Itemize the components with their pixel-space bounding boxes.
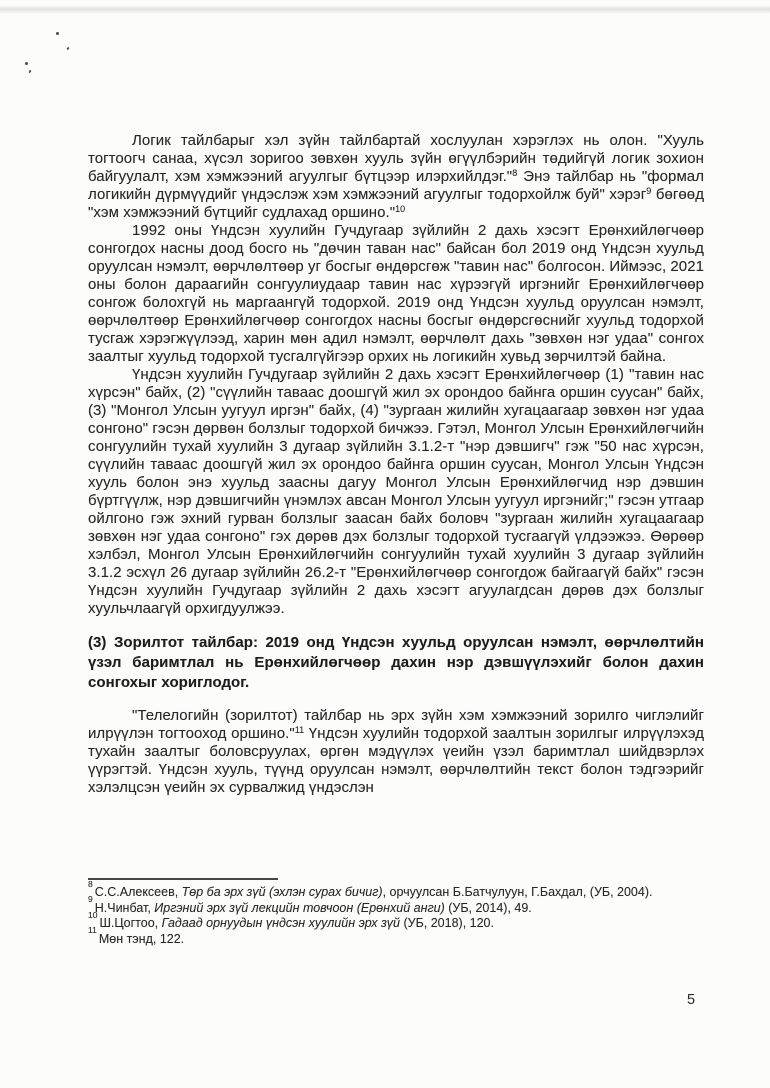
footnotes-section	[88, 878, 704, 947]
scan-speck	[56, 32, 59, 35]
text-run: (УБ, 2014), 49.	[444, 900, 532, 915]
scan-edge-band	[0, 6, 770, 13]
text-run: (УБ, 2018), 120.	[400, 916, 494, 930]
text-run: (3) Зорилтот тайлбар: 2019 онд Үндсэн хуульд оруулсан нэмэлт, өөрчлөлтийн үзэл баримтлал нь Ерөнхийлөгчөөр дахин нэр дэвшүүлэхийг болон дахин сонгохыг хориглодог.	[88, 634, 704, 691]
footnote-reference: 10	[395, 204, 406, 214]
footnote-number: 11	[88, 925, 97, 936]
footnote-reference: 11	[294, 725, 305, 735]
footnote	[88, 909, 704, 932]
scan-speck	[25, 62, 28, 65]
text-run: Энэ тайлбар нь "формал логикийн дүрмүүдийг үндэслэж хэм хэмжээний агуулгыг тодорхойлж буй" хэрэг	[88, 168, 704, 203]
paragraph	[88, 222, 704, 366]
text-run: Төр ба эрх зүй (эхлэн сурах бичиг)	[181, 885, 383, 899]
text-run: Логик тайлбарыг хэл зүйн тайлбартай хослуулан хэрэглэх нь олон. "Хууль тогтоогч санаа, хүсэл зоригоо зөвхөн хууль зүйн өгүүлбэрийн төдийгүй логик зохион байгуулалт, хэм хэмжээний агуулгыг бүтцээр илэрхийлдэг."	[88, 132, 704, 185]
paragraph	[88, 132, 704, 222]
text-run: С.С.Алексеев,	[94, 885, 182, 899]
text-run: Үндсэн хуулийн тодорхой заалтын зорилгыг илрүүлэхэд тухайн заалтыг боловсруулах, өргөн мэдүүлэх үеийн үзэл баримтлал шийдвэрлэх үүрэгтэй. Үндсэн хууль, түүнд оруулсан нэмэлт, өөрчлөлтийн текст болон тэдгээрийг хэлэлцсэн үеийн эх сурвалжид үндэслэн	[88, 725, 704, 796]
footnote	[88, 878, 704, 901]
body-text	[88, 132, 704, 797]
scan-speck	[28, 70, 31, 74]
footnote	[88, 925, 704, 948]
scan-speck	[66, 47, 69, 51]
text-run: Ш.Цогтоо,	[99, 916, 162, 930]
text-run: Иргэний эрх зүй лекцийн товчоон (Ерөнхий анги)	[154, 900, 445, 915]
footnote-separator	[88, 878, 278, 880]
page-number: 5	[687, 992, 696, 1008]
text-run: бөгөөд "хэм хэмжээний бүтцийг судлахад оршино."	[88, 186, 704, 221]
footnote-number: 10	[88, 909, 98, 920]
section-heading	[88, 633, 704, 693]
paragraph	[88, 707, 704, 797]
footnote-reference: 8	[512, 168, 518, 178]
text-run: "Телелогийн (зорилтот) тайлбар нь эрх зүйн хэм хэмжээний зорилго чиглэлийг илрүүлэн тогтооход оршино."	[88, 707, 704, 742]
text-run: Гадаад орнуудын үндсэн хуулийн эрх зүй	[161, 916, 400, 930]
text-run: 1992 оны Үндсэн хуулийн Гучдугаар зүйлийн 2 дахь хэсэгт Ерөнхийлөгчөөр сонгогдох насны доод босго нь "дөчин таван нас" байсан бол 2019 онд Үндсэн хуульд оруулсан нэмэлт, өөрчлөлтөөр уг босгыг өндөрсгөж "тавин нас" болгосон. Иймээс, 2021 оны болон дараагийн сонгуулиудаар тавин нас хүрээгүй иргэнийг Ерөнхийлөгчөөр сонгож болохгүй нь маргаангүй тодорхой. 2019 онд Үндсэн хуульд оруулсан нэмэлт, өөрчлөлтөөр Ерөнхийлөгчөөр сонгогдох насны босгыг өндөрсгөснийг хуульд тодорхой тусгаж хэрэгжүүлээд, харин мөн адил нэмэлт, өөрчлөлт дахь "зөвхөн нэг удаа" сонгох заалтыг хуульд тодорхой тусгалгүйгээр орхих нь логикийн хувьд зөрчилтэй байна.	[88, 222, 704, 365]
footnote-number: 8	[88, 878, 93, 889]
text-run: Н.Чинбат,	[94, 900, 155, 915]
footnote	[88, 894, 704, 917]
footnotes-list	[88, 878, 704, 947]
paragraph	[88, 366, 704, 618]
text-run: Үндсэн хуулийн Гучдугаар зүйлийн 2 дахь хэсэгт Ерөнхийлөгчөөр (1) "тавин нас хүрсэн" байх, (2) "сүүлийн таваас доошгүй жил эх орондоо байнга оршин суусан" байх, (3) "Монгол Улсын уугуул иргэн" байх, (4) "зургаан жилийн хугацаагаар зөвхөн нэг удаа сонгоно" гэсэн дөрвөн болзлыг тодорхой бичжээ. Гэтэл, Монгол Улсын Ерөнхийлөгчийн сонгуулийн тухай хуулийн 3 дугаар зүйлийн 3.1.2-т "нэр дэвшигч" гэж "50 нас хүрсэн, сүүлийн таваас доошгүй жил эх орондоо байнга оршин суусан, Монгол Улсын Үндсэн хууль болон энэ хуульд заасны дагуу Монгол Улсын Ерөнхийлөгчид нэр дэвшин бүртгүүлж, нэр дэвшигчийн үнэмлэх авсан Монгол Улсын уугуул иргэнийг;" гэсэн утгаар ойлгоно гэж эхний гурван болзлыг заасан байх боловч "зургаан жилийн хугацаагаар зөвхөн нэг удаа сонгоно" гэх дөрөв дэх болзлыг тодорхой тусгаагүй үлдээжээ. Өөрөөр хэлбэл, Монгол Улсын Ерөнхийлөгчийн сонгуулийн тухай хуулийн 3 дугаар зүйлийн 3.1.2 эсхүл 26 дугаар зүйлийн 26.2-т "Ерөнхийлөгчөөр сонгогдож байгаагүй байх" гэсэн Үндсэн хуулийн Гучдугаар зүйлийн 2 дахь хэсэгт агуулагдсан дөрөв дэх болзлыг хуульчлаагүй орхигдуулжээ.	[88, 366, 704, 617]
footnote-number: 9	[88, 894, 93, 905]
footnote-reference: 9	[646, 186, 652, 196]
text-run: Мөн тэнд, 122.	[98, 931, 185, 946]
text-run: , орчуулсан Б.Батчулуун, Г.Бахдал, (УБ, 2004).	[382, 885, 653, 899]
